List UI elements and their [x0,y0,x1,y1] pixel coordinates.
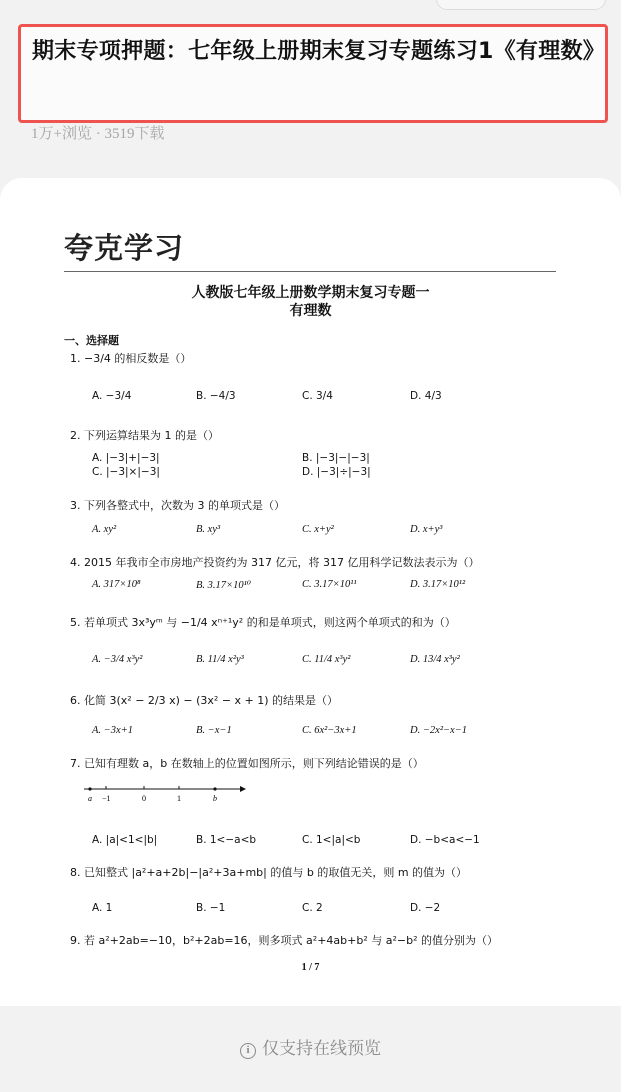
question-9: 9. 若 a²+2ab=−10，b²+2ab=16，则多项式 a²+4ab+b² 与 a²−b² 的值分别为（） [70,934,498,947]
document-preview[interactable] [0,178,621,1006]
q4-option-a: A. 317×10⁸ [92,579,141,590]
divider [64,271,556,272]
q7-option-b: B. 1<−a<b [196,834,257,846]
document-title: 期末专项押题：七年级上册期末复习专题练习1《有理数》 [32,39,606,64]
q6-option-c: C. 6x²−3x+1 [302,725,357,736]
question-1: 1. −3/4 的相反数是（） [70,352,192,365]
top-pill [436,0,606,10]
q7-option-a: A. |a|<1<|b| [92,834,158,846]
question-2: 2. 下列运算结果为 1 的是（） [70,429,219,442]
preview-only-notice [0,1034,621,1059]
number-line-figure [80,780,250,806]
question-7: 7. 已知有理数 a，b 在数轴上的位置如图所示，则下列结论错误的是（） [70,757,424,770]
question-5: 5. 若单项式 3x³yᵐ 与 −1/4 xⁿ⁺¹y² 的和是单项式，则这两个单项式的和为（） [70,616,456,629]
question-4: 4. 2015 年我市全市房地产投资约为 317 亿元，将 317 亿用科学记数法表示为（） [70,556,480,569]
q4-option-c: C. 3.17×10¹¹ [302,579,357,590]
q5-option-c: C. 11/4 x³y² [302,654,351,665]
q3-option-c: C. x+y² [302,524,334,535]
preview-only-text: 仅支持在线预览 [262,1039,381,1059]
numline-label-0: 0 [142,794,146,803]
brand-logo-text: 夸克学习 [64,231,185,265]
section-heading: 一、选择题 [64,334,119,347]
question-3: 3. 下列各整式中，次数为 3 的单项式是（） [70,499,285,512]
q6-option-b: B. −x−1 [196,725,232,736]
q1-option-d: D. 4/3 [410,390,442,402]
q8-option-b: B. −1 [196,902,226,914]
q3-option-d: D. x+y³ [410,524,443,535]
numline-label-b: b [213,794,217,803]
q8-option-c: C. 2 [302,902,323,914]
title-highlight-box [18,24,608,123]
q6-option-a: A. −3x+1 [92,725,133,736]
page-number: 1 / 7 [301,962,320,973]
q1-option-a: A. −3/4 [92,390,132,402]
q6-option-d: D. −2x²−x−1 [410,725,468,736]
q1-option-c: C. 3/4 [302,390,333,402]
question-6: 6. 化简 3(x² − 2/3 x) − (3x² − x + 1) 的结果是（） [70,694,339,707]
q4-option-d: D. 3.17×10¹² [410,579,466,590]
view-download-stats: 1万+浏览 · 3519下载 [31,126,165,142]
info-icon: i [240,1043,256,1059]
doc-title-line1: 人教版七年级上册数学期末复习专题一 [191,285,430,301]
doc-title-line2: 有理数 [289,303,332,319]
q2-option-d: D. |−3|÷|−3| [302,466,371,478]
q7-option-c: C. 1<|a|<b [302,834,361,846]
q4-option-b: B. 3.17×10¹⁰ [196,580,251,591]
q5-option-a: A. −3/4 x³y² [92,654,143,665]
numline-label-a: a [88,794,92,803]
q2-option-a: A. |−3|+|−3| [92,452,160,464]
numline-label-1: 1 [177,794,181,803]
question-8: 8. 已知整式 |a²+a+2b|−|a²+3a+mb| 的值与 b 的取值无关，则 m 的值为（） [70,866,468,879]
numline-label-minus1: −1 [102,794,111,803]
q5-option-b: B. 11/4 x²y³ [196,654,244,665]
q7-option-d: D. −b<a<−1 [410,834,480,846]
q2-option-b: B. |−3|−|−3| [302,452,370,464]
q5-option-d: D. 13/4 x³y² [410,654,460,665]
q8-option-a: A. 1 [92,902,113,914]
q3-option-b: B. xy³ [196,524,221,535]
q8-option-d: D. −2 [410,902,441,914]
q1-option-b: B. −4/3 [196,390,236,402]
q2-option-c: C. |−3|×|−3| [92,466,160,478]
q3-option-a: A. xy² [92,524,117,535]
